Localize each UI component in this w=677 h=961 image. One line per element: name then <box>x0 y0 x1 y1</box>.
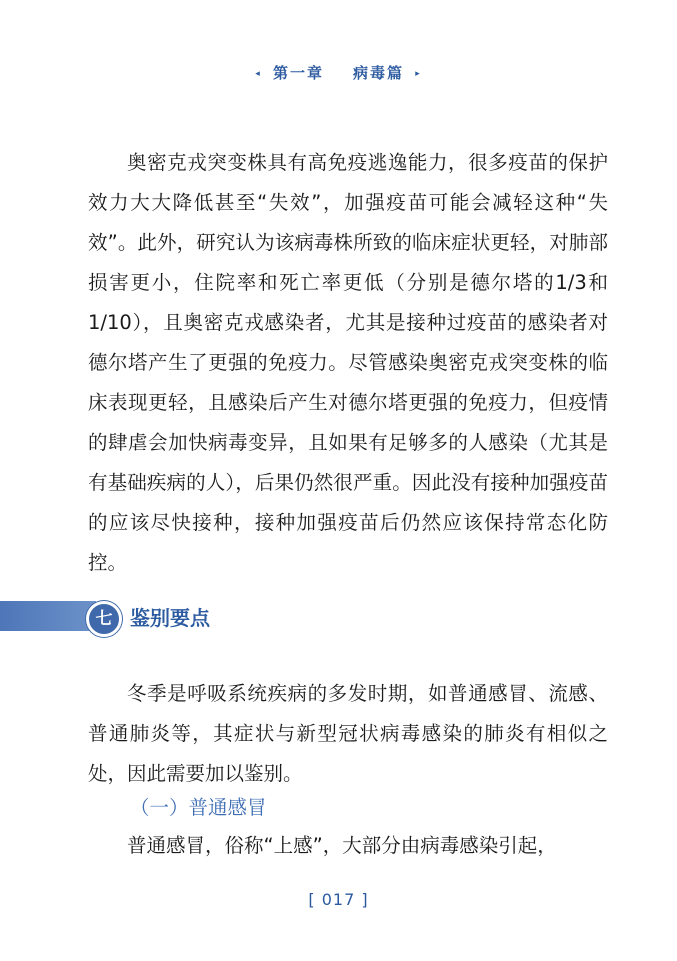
section-title: 鉴别要点 <box>130 606 210 630</box>
left-triangle-icon: ◂ <box>255 69 262 79</box>
body-paragraph-1: 奥密克戎突变株具有高免疫逃逸能力，很多疫苗的保护效力大大降低甚至“失效”，加强疫苗可能会减轻这种“失效”。此外，研究认为该病毒株所致的临床症状更轻，对肺部损害更小，住院率和死亡率更低（分别是德尔塔的1/3和1/10），且奥密克戎感染者，尤其是接种过疫苗的感染者对德尔塔产生了更强的免疫力。尽管感染奥密克戎突变株的临床表现更轻，且感染后产生对德尔塔更强的免疫力，但疫情的肆虐会加快病毒变异，且如果有足够多的人感染（尤其是有基础疾病的人），后果仍然很严重。因此没有接种加强疫苗的应该尽快接种，接种加强疫苗后仍然应该保持常态化防控。 <box>88 151 608 574</box>
page-number: [ 017 ] <box>308 890 369 909</box>
body-paragraph-2: 冬季是呼吸系统疾病的多发时期，如普通感冒、流感、普通肺炎等，其症状与新型冠状病毒感染的肺炎有相似之处，因此需要加以鉴别。 <box>88 682 608 785</box>
subheading: （一）普通感冒 <box>130 796 267 819</box>
section-label: 病毒篇 <box>352 64 404 82</box>
chapter-label: 第一章 <box>273 64 325 82</box>
right-triangle-icon: ▸ <box>415 69 422 79</box>
section-heading-bar <box>0 601 96 631</box>
running-header <box>0 62 677 83</box>
body-paragraph-3: 普通感冒，俗称“上感”，大部分由病毒感染引起， <box>127 834 557 857</box>
section-number-badge: 七 <box>86 601 122 637</box>
